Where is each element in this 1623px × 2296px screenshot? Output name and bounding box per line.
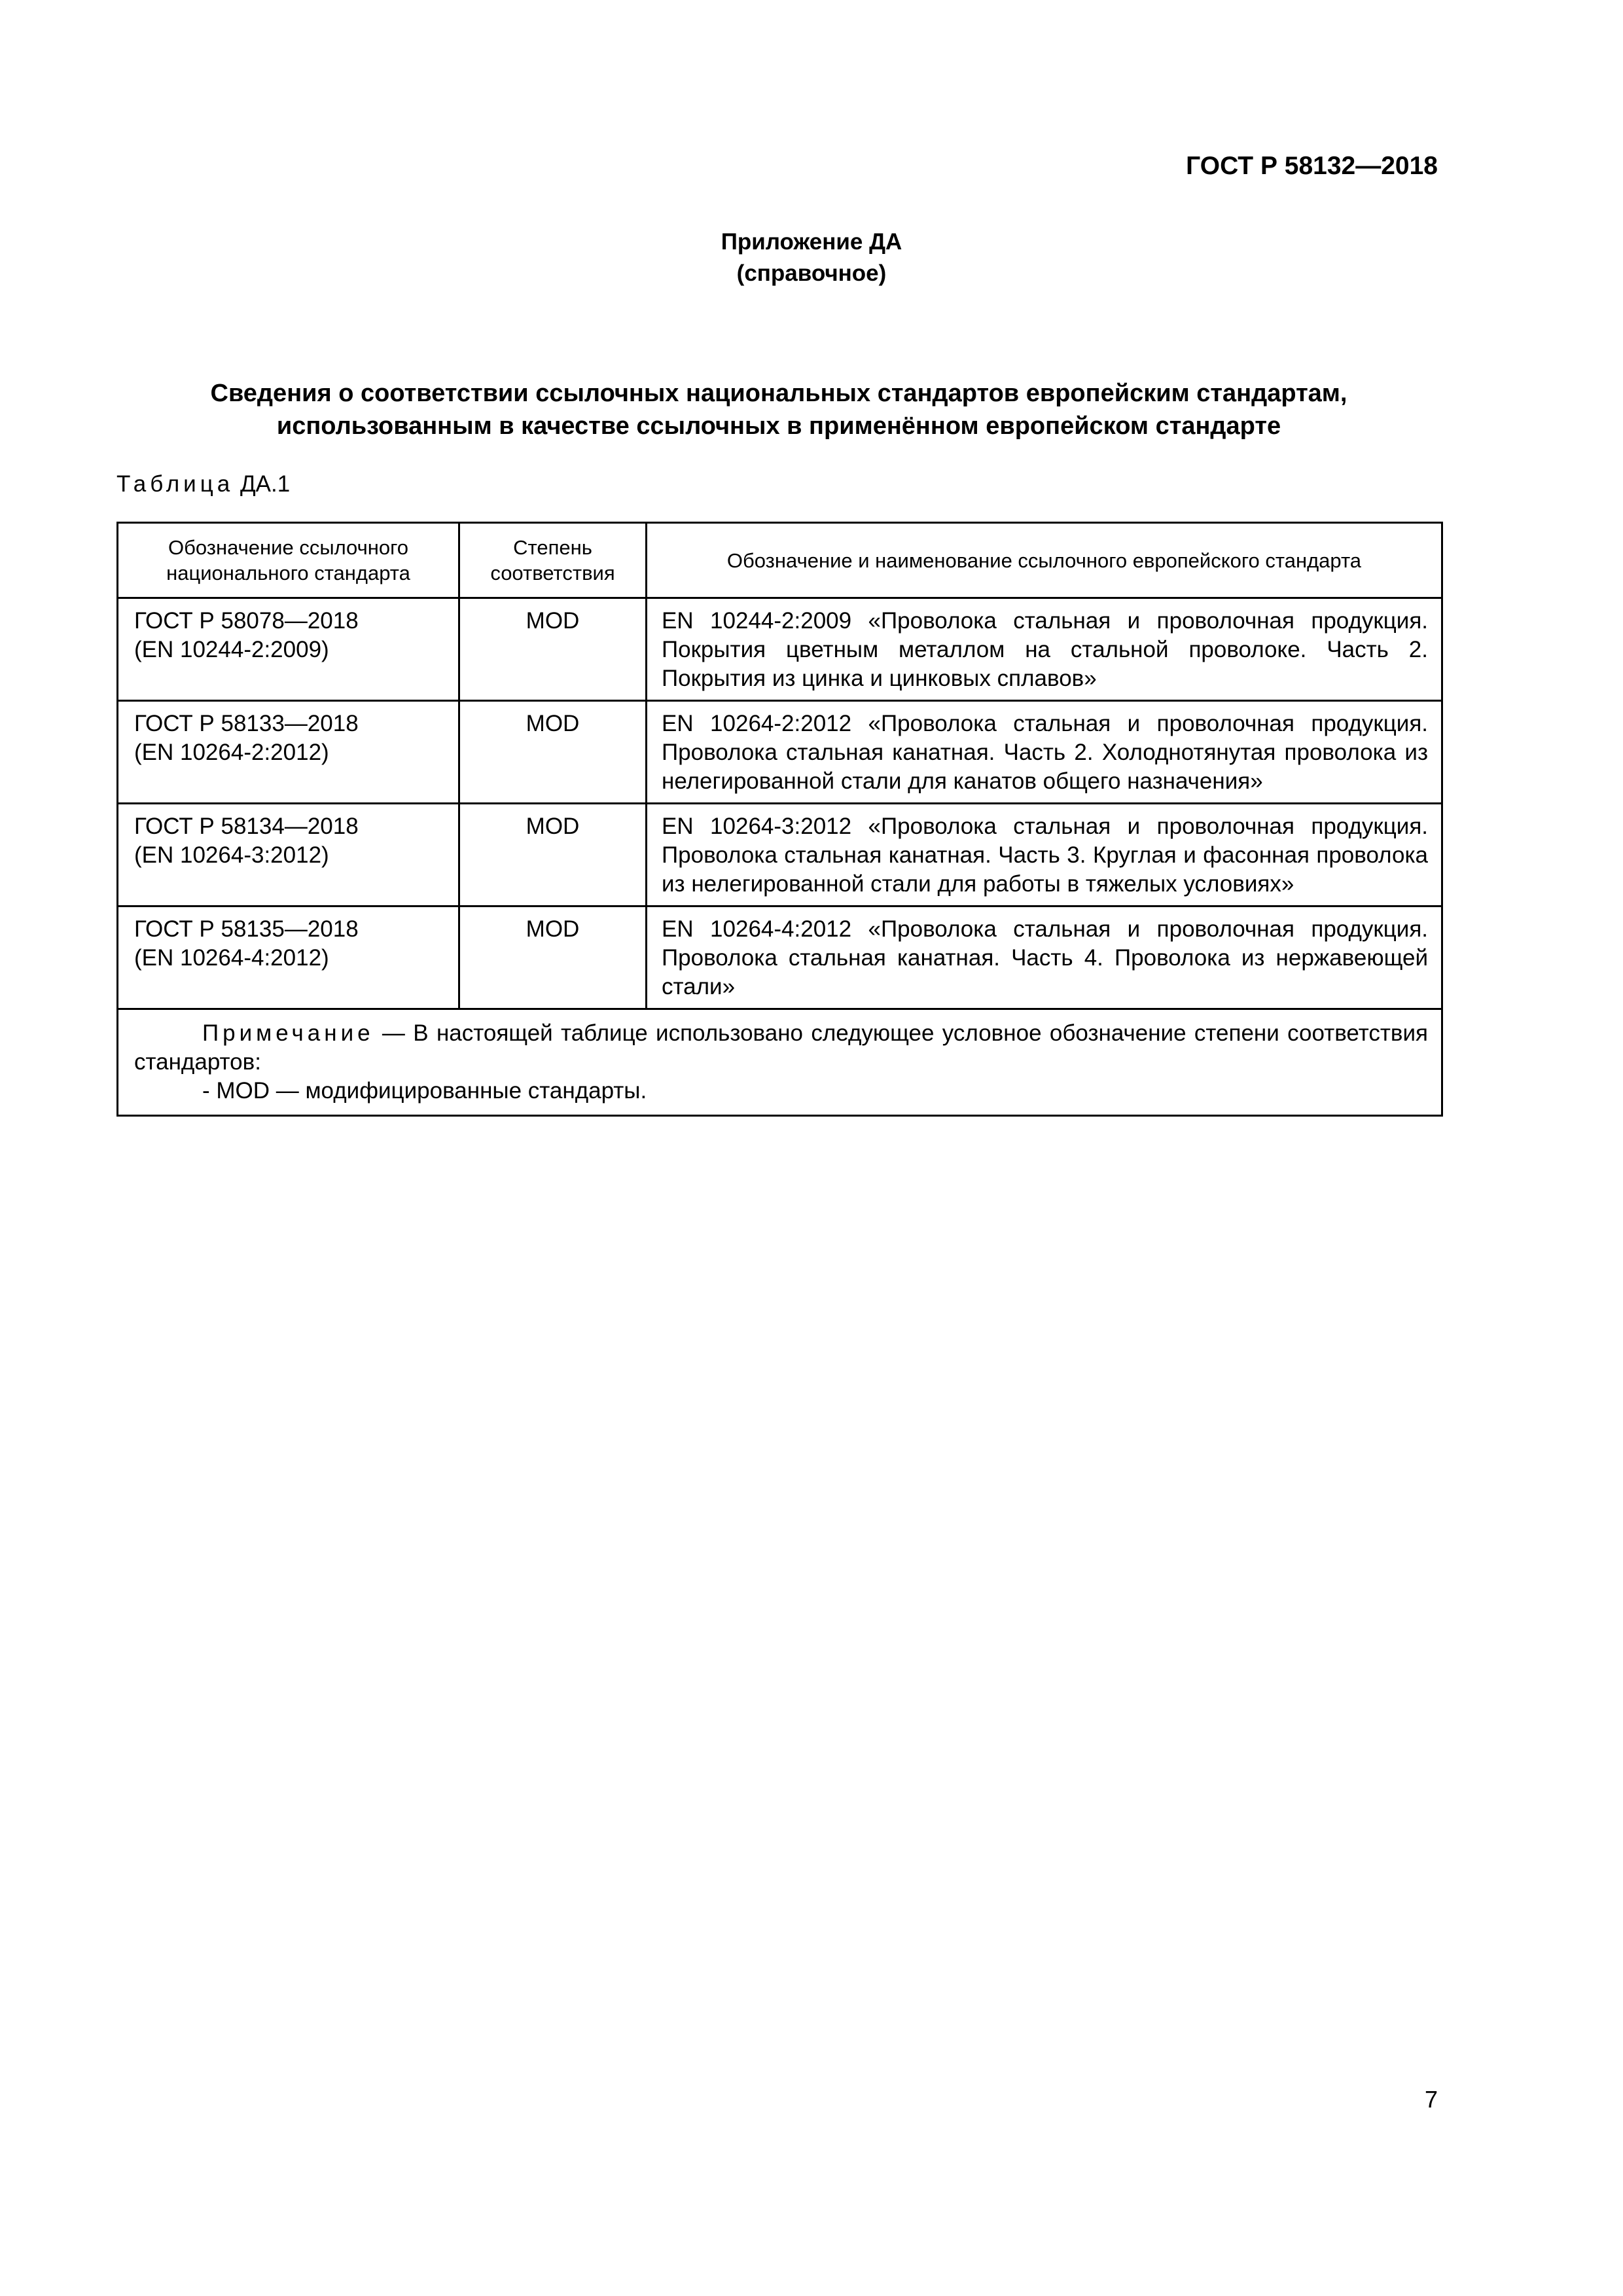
section-title bbox=[118, 377, 1440, 442]
table-row bbox=[118, 906, 1442, 1009]
national-standard-cell bbox=[118, 804, 459, 906]
european-standard-cell: EN 10264-4:2012 «Проволока стальная и проволочная продукция. Проволока стальная канатная. Часть 4. Проволока из нержавеющей стали» bbox=[647, 906, 1442, 1009]
section-title-line-2: использованным в качестве ссылочных в применённом европейском стандарте bbox=[276, 412, 1281, 440]
appendix-title: Приложение ДА bbox=[721, 229, 902, 255]
degree-cell: MOD bbox=[459, 804, 647, 906]
national-standard: ГОСТ Р 58134—2018 bbox=[134, 814, 359, 839]
table-row bbox=[118, 804, 1442, 906]
european-standard-cell: EN 10264-2:2012 «Проволока стальная и проволочная продукция. Проволока стальная канатная. Часть 2. Холоднотянутая проволока из нелегированной стали для канатов общего назначения» bbox=[647, 701, 1442, 804]
table-header-row bbox=[118, 523, 1442, 598]
national-standard-ref: (EN 10264-3:2012) bbox=[134, 842, 329, 868]
national-standard-ref: (EN 10264-2:2012) bbox=[134, 740, 329, 765]
header-degree: Степень соответствия bbox=[459, 523, 647, 598]
appendix-subtitle: (справочное) bbox=[736, 260, 887, 286]
table-row bbox=[118, 598, 1442, 701]
table-caption-word: Таблица bbox=[116, 471, 234, 497]
national-standard-cell bbox=[118, 701, 459, 804]
header-national-standard: Обозначение ссылочного национального стандарта bbox=[118, 523, 459, 598]
degree-cell: MOD bbox=[459, 598, 647, 701]
european-standard-cell: EN 10264-3:2012 «Проволока стальная и проволочная продукция. Проволока стальная канатная. Часть 3. Круглая и фасонная проволока из нелегированной стали для работы в тяжелых условиях» bbox=[647, 804, 1442, 906]
national-standard-cell bbox=[118, 906, 459, 1009]
national-standard: ГОСТ Р 58078—2018 bbox=[134, 608, 359, 634]
standards-table bbox=[116, 522, 1443, 1117]
table-caption-id: ДА.1 bbox=[240, 471, 291, 497]
note-label: Примечание bbox=[202, 1020, 374, 1046]
national-standard-ref: (EN 10264-4:2012) bbox=[134, 945, 329, 971]
document-number: ГОСТ Р 58132—2018 bbox=[1186, 152, 1438, 180]
table-note bbox=[118, 1009, 1442, 1116]
note-text: — В настоящей таблице использовано следующее условное обозначение степени соответствия стандартов: bbox=[134, 1020, 1428, 1075]
national-standard-cell bbox=[118, 598, 459, 701]
appendix-heading bbox=[0, 226, 1623, 289]
national-standard: ГОСТ Р 58135—2018 bbox=[134, 916, 359, 942]
table-note-row bbox=[118, 1009, 1442, 1116]
header-european-standard: Обозначение и наименование ссылочного европейского стандарта bbox=[647, 523, 1442, 598]
national-standard: ГОСТ Р 58133—2018 bbox=[134, 711, 359, 736]
degree-cell: MOD bbox=[459, 701, 647, 804]
european-standard-cell: EN 10244-2:2009 «Проволока стальная и проволочная продукция. Покрытия цветным металлом на стальной проволоке. Часть 2. Покрытия из цинка и цинковых сплавов» bbox=[647, 598, 1442, 701]
table-row bbox=[118, 701, 1442, 804]
note-item: - MOD — модифицированные стандарты. bbox=[202, 1078, 647, 1103]
national-standard-ref: (EN 10244-2:2009) bbox=[134, 637, 329, 662]
table-caption bbox=[116, 471, 290, 497]
note-paragraph bbox=[134, 1019, 1428, 1077]
degree-cell: MOD bbox=[459, 906, 647, 1009]
page-number: 7 bbox=[1424, 2086, 1438, 2113]
section-title-line-1: Сведения о соответствии ссылочных национальных стандартов европейским стандартам, bbox=[210, 380, 1347, 407]
